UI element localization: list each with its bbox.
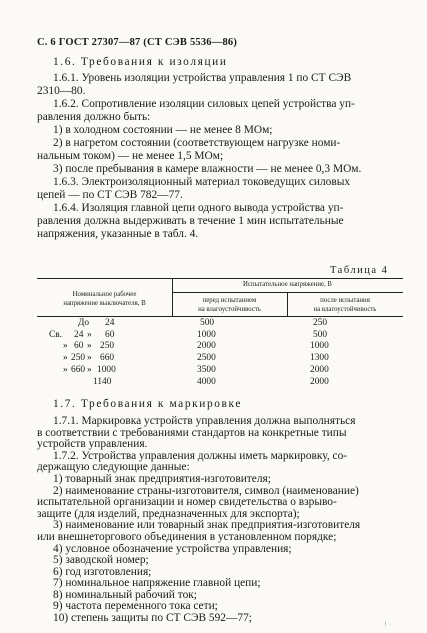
text-line: 10) степень защиты по СТ СЭВ 592—77; <box>53 612 252 624</box>
text-line: защите (для изделий, предназначенных для экспорта); <box>37 507 300 520</box>
row-after: 1000 <box>310 341 329 352</box>
text-line: 8) номинальный рабочий ток; <box>53 588 197 601</box>
table-rule-top <box>37 278 403 279</box>
section-heading-marking: 1.7. Требования к маркировке <box>53 398 243 410</box>
text-line: равления должна выдерживать в течение 1 мин испытательные <box>37 215 344 227</box>
text-line: устройств управления. <box>37 438 148 451</box>
text-line: испытательной организации и номер свидетельства о взрыво- <box>37 496 337 509</box>
row-before: 1000 <box>197 329 216 340</box>
row-from: До <box>78 318 90 328</box>
table-caption: Таблица 4 <box>330 265 389 276</box>
row-prefix: » <box>63 353 68 364</box>
text-line: в соответствии с требованиями стандартов на конкретные типы <box>37 426 347 439</box>
row-from: 60 <box>74 341 84 352</box>
text-line: 1.7.1. Маркировка устройств управления должна выполняться <box>53 415 356 427</box>
row-to: 60 <box>105 329 115 340</box>
row-prefix: » <box>63 364 68 375</box>
text-line: или внешнеторгового объединения в установленном порядке; <box>37 530 337 543</box>
row-prefix: Св. <box>49 329 63 340</box>
row-from: 250 <box>71 353 86 364</box>
text-line: напряжения, указанные в табл. 4. <box>37 228 199 240</box>
col-header-before-test: перед испытанием на влагоустойчивость <box>198 297 261 313</box>
text-line: 2310—80. <box>37 85 86 97</box>
row-before: 500 <box>200 318 215 328</box>
text-line: 3) после пребывания в камере влажности — не менее 0,3 МОм. <box>53 163 362 175</box>
col-header-test-voltage: Испытательное напряжение, В <box>243 281 332 288</box>
text-line: нальным током) — не менее 1,5 МОм; <box>37 150 224 162</box>
row-to: 660 <box>100 353 115 364</box>
table-rule-header <box>37 316 403 317</box>
col-header-nominal-voltage: Номинальное рабочее напряжение выключателя, В <box>63 291 146 307</box>
text-line: цепей — по СТ СЭВ 782—77. <box>37 189 183 201</box>
text-line: держащую следующие данные: <box>37 461 190 474</box>
voltage-table <box>37 278 403 364</box>
row-from: 24 <box>74 329 84 340</box>
section-heading-insulation: 1.6. Требования к изоляции <box>53 56 228 68</box>
row-sep: » <box>87 329 92 340</box>
col-header-after-test: после испытания на влагоустойчивость <box>313 297 377 313</box>
row-after: 500 <box>313 329 328 340</box>
text-line: 6) год изготовления; <box>53 565 152 578</box>
row-after: 2000 <box>310 376 329 387</box>
text-line: 1) товарный знак предприятия-изготовителя; <box>53 472 271 485</box>
row-before: 4000 <box>197 376 216 387</box>
row-sep: » <box>87 353 92 364</box>
row-from: 660 <box>71 364 86 375</box>
row-after: 2000 <box>310 364 329 375</box>
text-line: 1) в холодном состоянии — не менее 8 МОм; <box>53 124 273 136</box>
text-line: 1.6.1. Уровень изоляции устройства управления 1 по СТ СЭВ <box>53 72 352 84</box>
row-prefix: » <box>63 341 68 352</box>
text-line: 4) условное обозначение устройства управления; <box>53 542 292 555</box>
text-line: равления должно быть: <box>37 111 151 123</box>
row-before: 2000 <box>197 341 216 352</box>
row-before: 2500 <box>197 353 216 364</box>
text-line: 1.6.2. Сопротивление изоляции силовых цепей устройства уп- <box>53 98 355 110</box>
row-to: 1000 <box>97 364 116 375</box>
text-line: 1.7.2. Устройства управления должны иметь маркировку, со- <box>53 449 348 462</box>
row-to: 1140 <box>93 376 112 387</box>
text-line: 1.6.4. Изоляция главной цепи одного вывода устройства уп- <box>53 202 344 214</box>
text-line: 5) заводской номер; <box>53 554 149 567</box>
scan-mark: ꜝ ˙ <box>384 622 392 631</box>
row-after: 1300 <box>310 353 329 364</box>
row-after: 250 <box>313 318 328 328</box>
row-sep: » <box>87 364 92 375</box>
row-sep: » <box>87 341 92 352</box>
text-line: 2) в нагретом состоянии (соответствующем нагрузке номи- <box>53 137 341 149</box>
row-to: 250 <box>100 341 115 352</box>
row-to: 24 <box>105 318 115 328</box>
page-header: С. 6 ГОСТ 27307—87 (СТ СЭВ 5536—86) <box>37 37 238 48</box>
text-line: 7) номинальное напряжение главной цепи; <box>53 577 261 590</box>
text-line: 2) наименование страны-изготовителя, символ (наименование) <box>53 484 359 497</box>
text-line: 9) частота переменного тока сети; <box>53 600 218 613</box>
text-line: 1.6.3. Электроизоляционный материал токоведущих силовых <box>53 176 351 188</box>
text-line: 3) наименование или товарный знак предприятия-изготовителя <box>53 519 361 532</box>
row-before: 3500 <box>197 364 216 375</box>
